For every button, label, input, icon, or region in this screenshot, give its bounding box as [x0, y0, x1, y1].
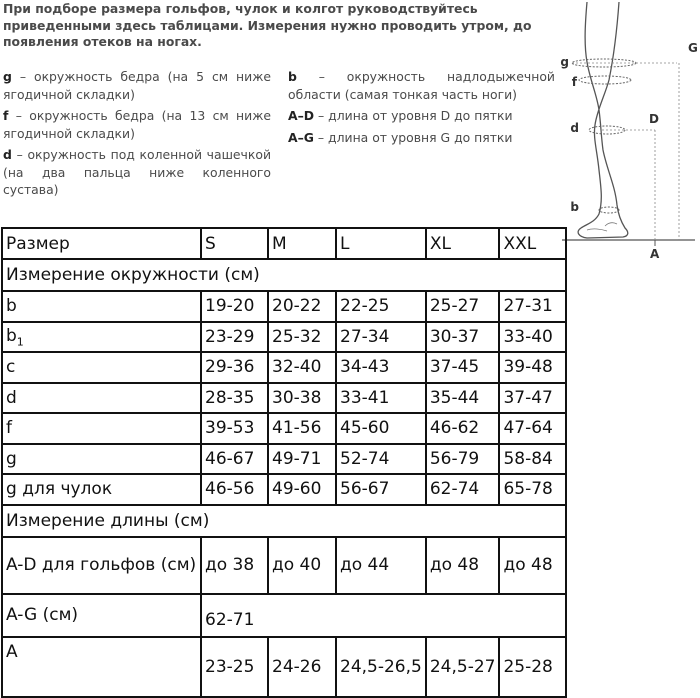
table-cell: 56-67 — [336, 474, 426, 505]
table-cell: 62-71 — [201, 594, 566, 637]
label-D: D — [649, 112, 659, 126]
table-cell: 22-25 — [336, 291, 426, 322]
legend-item-b: b – окружность надлодыжечной области (самая тонкая часть ноги) — [288, 69, 555, 102]
table-cell: 39-48 — [499, 352, 566, 383]
table-cell: 33-41 — [336, 383, 426, 414]
foot-detail — [587, 223, 617, 231]
section-title: Измерение окружности (см) — [2, 259, 566, 291]
table-row — [2, 444, 566, 475]
table-cell: 30-37 — [426, 322, 500, 353]
table-cell: 49-60 — [268, 474, 336, 505]
row-label: A — [2, 637, 201, 697]
table-cell: 30-38 — [268, 383, 336, 414]
table-row — [2, 474, 566, 505]
table-cell: 34-43 — [336, 352, 426, 383]
table-cell: 25-28 — [499, 637, 566, 697]
table-cell: 46-62 — [426, 413, 500, 444]
leg-measurement-diagram — [557, 0, 700, 262]
table-cell: 62-74 — [426, 474, 500, 505]
table-cell: до 48 — [499, 537, 566, 594]
table-cell: 46-56 — [201, 474, 268, 505]
legend-item-d: d – окружность под коленной чашечкой (на два пальца ниже коленного сустава) — [3, 147, 271, 197]
table-cell: 35-44 — [426, 383, 500, 414]
row-label: g для чулок — [2, 474, 201, 505]
table-cell: 24,5-27 — [426, 637, 500, 697]
label-g: g — [560, 55, 569, 69]
b-ring — [599, 207, 619, 213]
header-cell: M — [268, 228, 336, 259]
table-header-row — [2, 228, 566, 259]
table-row — [2, 291, 566, 322]
f-ring — [579, 76, 631, 84]
intro-text: При подборе размера гольфов, чулок и колгот руководствуйтесь приведенными здесь таблицами. Измерения нужно проводить утром, до появления отеков на ногах. — [3, 1, 532, 49]
table-cell: 25-27 — [426, 291, 500, 322]
table-cell: 20-22 — [268, 291, 336, 322]
section-row-circumference — [2, 259, 566, 291]
table-cell: 28-35 — [201, 383, 268, 414]
table-row — [2, 637, 566, 697]
label-b: b — [570, 200, 579, 214]
table-cell: 47-64 — [499, 413, 566, 444]
label-A: A — [650, 247, 660, 261]
table-cell: 45-60 — [336, 413, 426, 444]
header-cell: L — [336, 228, 426, 259]
legend-left — [3, 68, 271, 203]
label-d: d — [570, 121, 579, 135]
table-cell: 41-56 — [268, 413, 336, 444]
table-cell: 19-20 — [201, 291, 268, 322]
table-cell: 52-74 — [336, 444, 426, 475]
header-cell: XXL — [499, 228, 566, 259]
header-cell: Размер — [2, 228, 201, 259]
table-cell: до 44 — [336, 537, 426, 594]
table-cell: 49-71 — [268, 444, 336, 475]
section-row-length — [2, 505, 566, 537]
table-cell: 58-84 — [499, 444, 566, 475]
table-cell: 46-67 — [201, 444, 268, 475]
label-f: f — [571, 75, 577, 89]
legend-right — [288, 68, 555, 150]
table-cell: 56-79 — [426, 444, 500, 475]
table-cell: 37-47 — [499, 383, 566, 414]
legend-item-a-d: A–D – длина от уровня D до пятки — [288, 108, 513, 123]
table-cell: до 48 — [426, 537, 500, 594]
table-cell: 39-53 — [201, 413, 268, 444]
table-cell: до 38 — [201, 537, 268, 594]
table-cell: 24,5-26,5 — [336, 637, 426, 697]
table-cell: 33-40 — [499, 322, 566, 353]
label-G: G — [688, 41, 698, 55]
table-cell: 27-31 — [499, 291, 566, 322]
table-row — [2, 383, 566, 414]
table-cell: 27-34 — [336, 322, 426, 353]
row-label: A-G (см) — [2, 594, 201, 637]
table-cell: 23-29 — [201, 322, 268, 353]
table-row — [2, 537, 566, 594]
table-cell: 23-25 — [201, 637, 268, 697]
table-row — [2, 594, 566, 637]
table-row — [2, 413, 566, 444]
table-cell: 37-45 — [426, 352, 500, 383]
table-cell: до 40 — [268, 537, 336, 594]
header-cell: XL — [426, 228, 500, 259]
table-cell: 24-26 — [268, 637, 336, 697]
row-label: f — [2, 413, 201, 444]
legend-item-f: f – окружность бедра (на 13 см ниже ягодичной складки) — [3, 108, 271, 141]
table-cell: 65-78 — [499, 474, 566, 505]
table-cell: 29-36 — [201, 352, 268, 383]
row-label: c — [2, 352, 201, 383]
size-table — [1, 227, 567, 698]
row-label: d — [2, 383, 201, 414]
table-cell: 25-32 — [268, 322, 336, 353]
leg-outline — [578, 2, 628, 238]
row-label: A-D для гольфов (см) — [2, 537, 201, 594]
table-cell: 32-40 — [268, 352, 336, 383]
table-row — [2, 322, 566, 353]
legend-item-a-g: A–G – длина от уровня G до пятки — [288, 129, 513, 145]
section-title: Измерение длины (см) — [2, 505, 566, 537]
row-label: $b_1$ — [2, 322, 201, 353]
row-label: b — [2, 291, 201, 322]
row-label: g — [2, 444, 201, 475]
table-row — [2, 352, 566, 383]
legend-item-g: g – окружность бедра (на 5 см ниже ягодичной складки) — [3, 69, 271, 102]
header-cell: S — [201, 228, 268, 259]
